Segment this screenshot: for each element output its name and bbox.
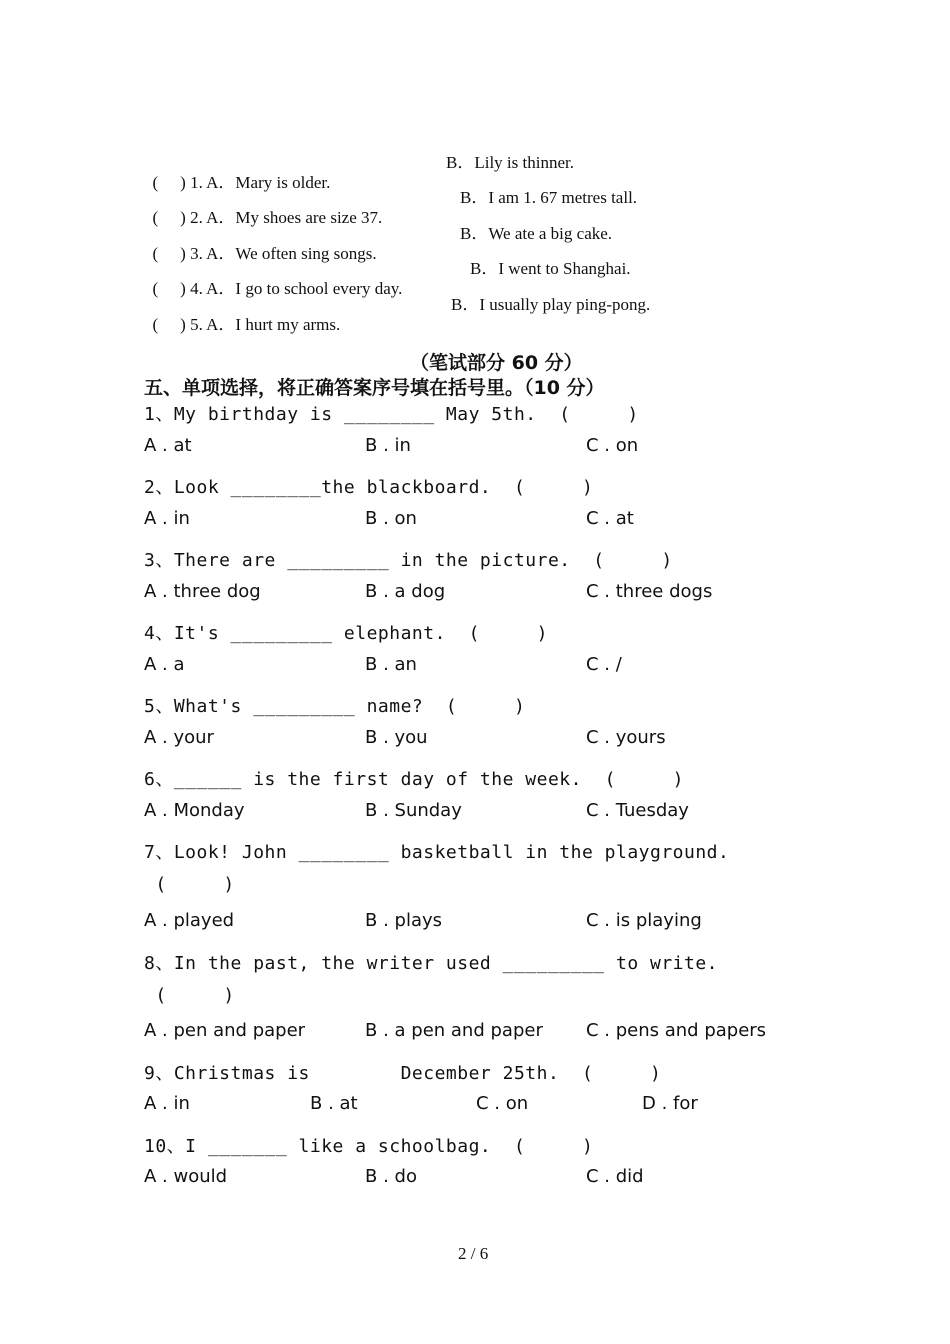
answer-paren-close: ): [180, 208, 186, 227]
question-4: 4、It's _________ elephant. ( ): [144, 623, 548, 644]
question-6: 6、______ is the first day of the week. ( ): [144, 769, 684, 790]
q4-option-b: B . an: [365, 654, 417, 675]
question-2: 2、Look ________the blackboard. ( ): [144, 477, 594, 498]
answer-paren-close: ): [180, 244, 186, 263]
section-title: 五、单项选择，将正确答案序号填在括号里。（10 分）: [144, 377, 605, 399]
listening-row-2-option-b: B．I am 1. 67 metres tall.: [460, 188, 638, 207]
q6-option-b: B . Sunday: [365, 800, 462, 821]
question-9: 9、Christmas is December 25th. ( ): [144, 1063, 662, 1084]
question-1: 1、My birthday is ________ May 5th. ( ): [144, 404, 639, 425]
answer-paren-close: ): [180, 173, 186, 192]
question-5: 5、What's _________ name? ( ): [144, 696, 526, 717]
listening-row-4-option-b: B．I went to Shanghai.: [470, 259, 631, 278]
q1-option-c: C . on: [586, 435, 639, 456]
option-a: A．I hurt my arms.: [206, 315, 341, 334]
answer-paren-open: (: [152, 173, 159, 192]
q10-option-c: C . did: [586, 1166, 644, 1187]
item-number: 4.: [190, 279, 203, 298]
q4-option-c: C . /: [586, 654, 622, 675]
question-7: 7、Look! John ________ basketball in the playground.: [144, 842, 730, 863]
item-number: 3.: [190, 244, 203, 263]
answer-paren-open: (: [152, 208, 159, 227]
item-number: 1.: [190, 173, 203, 192]
q9-option-c: C . on: [476, 1093, 529, 1114]
answer-paren-close: ): [180, 315, 186, 334]
option-a: A．My shoes are size 37.: [206, 208, 383, 227]
option-a: A．Mary is older.: [206, 173, 331, 192]
answer-paren-open: (: [152, 315, 159, 334]
q3-option-c: C . three dogs: [586, 581, 713, 602]
q9-option-d: D . for: [642, 1093, 698, 1114]
q2-option-a: A . in: [144, 508, 190, 529]
q8-option-a: A . pen and paper: [144, 1020, 306, 1041]
q6-option-a: A . Monday: [144, 800, 245, 821]
q9-option-a: A . in: [144, 1093, 190, 1114]
q3-option-b: B . a dog: [365, 581, 446, 602]
q1-option-b: B . in: [365, 435, 411, 456]
q5-option-a: A . your: [144, 727, 214, 748]
q1-option-a: A . at: [144, 435, 192, 456]
q2-option-c: C . at: [586, 508, 634, 529]
q7-option-b: B . plays: [365, 910, 443, 931]
question-7-paren: ( ): [144, 874, 235, 895]
question-10: 10、I _______ like a schoolbag. ( ): [144, 1136, 594, 1157]
q10-option-b: B . do: [365, 1166, 417, 1187]
listening-row-3-option-b: B．We ate a big cake.: [460, 224, 613, 243]
q8-option-b: B . a pen and paper: [365, 1020, 543, 1041]
q7-option-c: C . is playing: [586, 910, 702, 931]
q9-option-b: B . at: [310, 1093, 358, 1114]
listening-row-1-option-b: B．Lily is thinner.: [446, 153, 574, 172]
listening-row-5: [144, 290, 340, 335]
written-part-title: （笔试部分 60 分）: [410, 352, 583, 374]
question-8: 8、In the past, the writer used _________ to write.: [144, 953, 719, 974]
item-number: 5.: [190, 315, 203, 334]
page-number: 2 / 6: [458, 1244, 489, 1263]
q5-option-b: B . you: [365, 727, 428, 748]
option-a: A．I go to school every day.: [206, 279, 403, 298]
answer-paren-open: (: [152, 279, 159, 298]
q3-option-a: A . three dog: [144, 581, 261, 602]
q6-option-c: C . Tuesday: [586, 800, 689, 821]
question-8-paren: ( ): [144, 985, 235, 1006]
option-a: A．We often sing songs.: [206, 244, 377, 263]
answer-paren-open: (: [152, 244, 159, 263]
item-number: 2.: [190, 208, 203, 227]
question-3: 3、There are _________ in the picture. ( ): [144, 550, 673, 571]
q10-option-a: A . would: [144, 1166, 228, 1187]
answer-paren-close: ): [180, 279, 186, 298]
listening-row-5-option-b: B．I usually play ping-pong.: [451, 295, 651, 314]
q4-option-a: A . a: [144, 654, 185, 675]
q2-option-b: B . on: [365, 508, 417, 529]
q8-option-c: C . pens and papers: [586, 1020, 767, 1041]
q5-option-c: C . yours: [586, 727, 666, 748]
q7-option-a: A . played: [144, 910, 235, 931]
